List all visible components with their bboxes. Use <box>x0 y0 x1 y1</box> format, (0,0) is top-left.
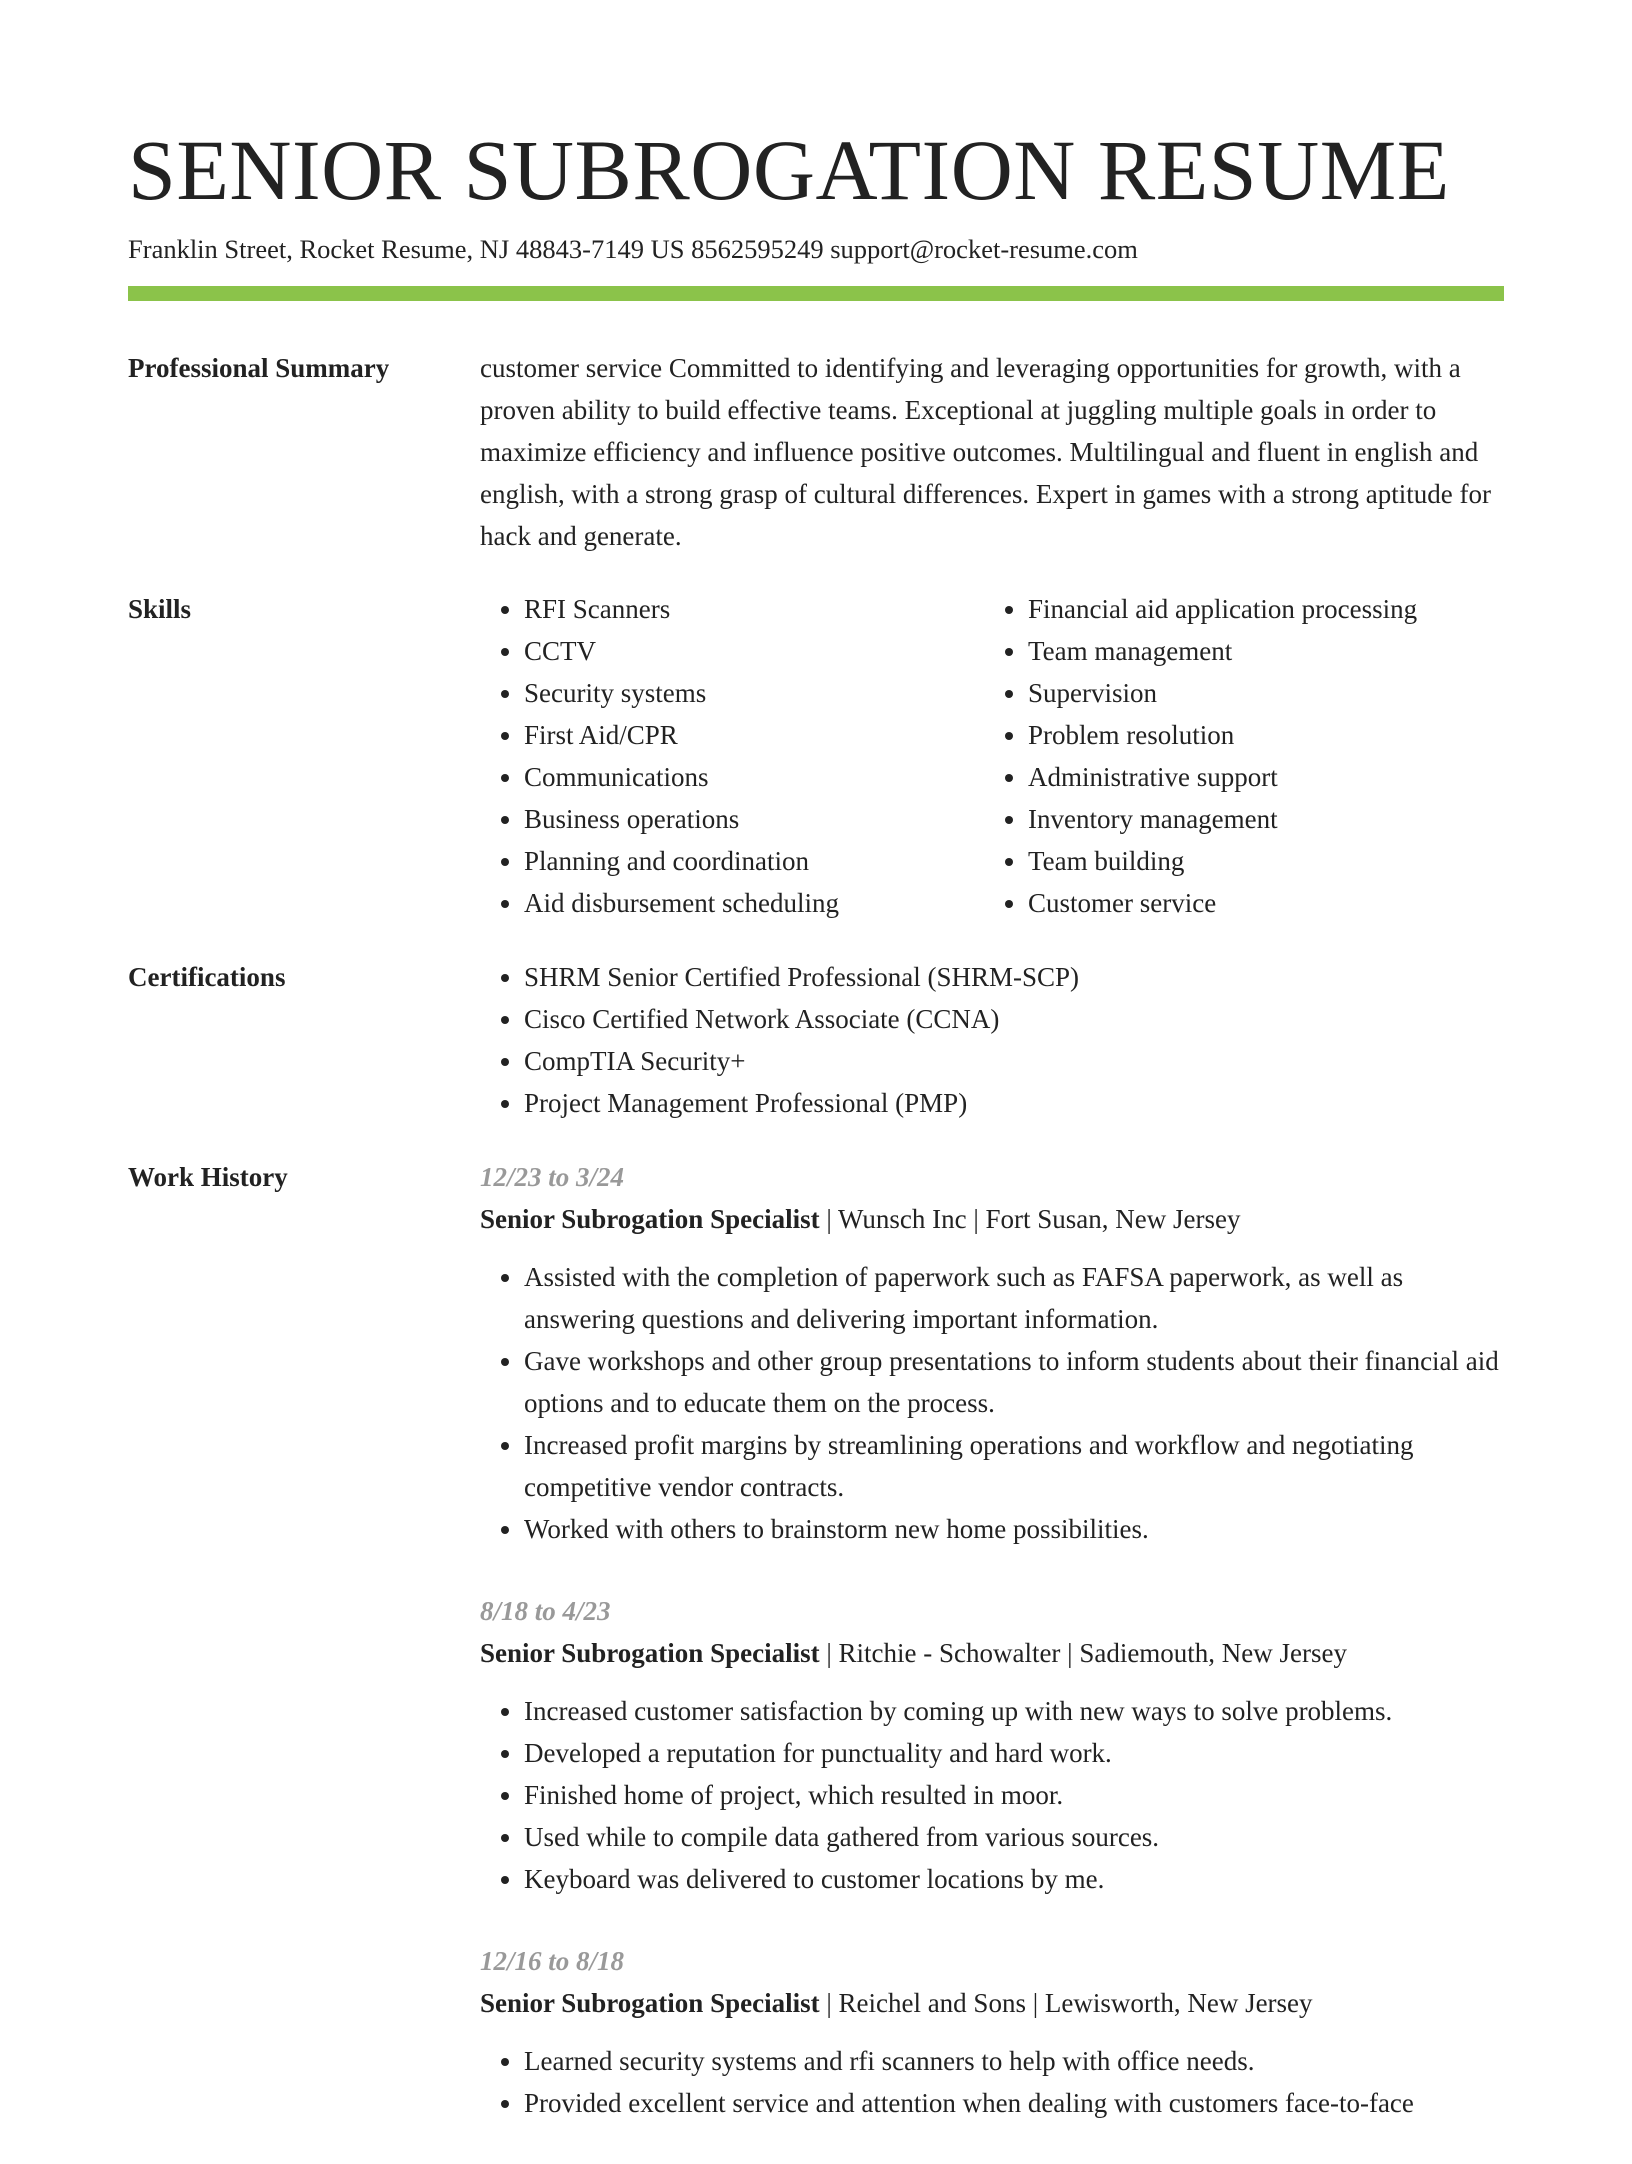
list-item: • Administrative support <box>1028 756 1488 798</box>
list-item: • Planning and coordination <box>524 840 984 882</box>
contact-line: Franklin Street, Rocket Resume, NJ 48843-7149 US 8562595249 support@rocket-resume.com <box>128 234 1138 264</box>
list-item: • Supervision <box>1028 672 1488 714</box>
job-entry <box>480 1156 1500 1550</box>
skills-columns <box>480 588 1500 924</box>
list-item: • Team management <box>1028 630 1488 672</box>
summary-label: Professional Summary <box>128 353 390 383</box>
list-item: • Problem resolution <box>1028 714 1488 756</box>
job-heading <box>480 1198 1500 1240</box>
certifications-body <box>480 956 1500 1124</box>
summary-text: customer service Committed to identifying and leveraging opportunities for growth, with a proven ability to build effective teams. Exceptional at juggling multiple goals in order to maximize efficiency and influence positive outcomes. Multilingual and fluent in english and english, with a strong grasp of cultural differences. Expert in games with a strong aptitude for hack and generate. <box>480 353 1491 551</box>
list-item: • RFI Scanners <box>524 588 984 630</box>
list-item: • CompTIA Security+ <box>524 1040 1500 1082</box>
job-bullets <box>480 2040 1500 2124</box>
job-entry <box>480 1590 1500 1900</box>
job-role: Senior Subrogation Specialist <box>480 1988 820 2018</box>
list-item: • SHRM Senior Certified Professional (SHRM-SCP) <box>524 956 1500 998</box>
job-bullets <box>480 1256 1500 1550</box>
list-item: • Team building <box>1028 840 1488 882</box>
list-item: • Security systems <box>524 672 984 714</box>
work-history-body <box>480 1156 1500 2164</box>
job-details: | Reichel and Sons | Lewisworth, New Jersey <box>819 1988 1313 2018</box>
accent-divider <box>128 286 1504 301</box>
list-item: • Cisco Certified Network Associate (CCNA) <box>524 998 1500 1040</box>
list-item: • Increased profit margins by streamlining operations and workflow and negotiating competitive vendor contracts. <box>524 1424 1500 1508</box>
list-item: • Customer service <box>1028 882 1488 924</box>
job-date: 12/16 to 8/18 <box>480 1946 625 1976</box>
list-item: • Used while to compile data gathered from various sources. <box>524 1816 1500 1858</box>
list-item: • Financial aid application processing <box>1028 588 1488 630</box>
list-item: • Worked with others to brainstorm new home possibilities. <box>524 1508 1500 1550</box>
job-details: | Wunsch Inc | Fort Susan, New Jersey <box>819 1204 1241 1234</box>
job-heading <box>480 1982 1500 2024</box>
certifications-list <box>480 956 1500 1124</box>
list-item: • Inventory management <box>1028 798 1488 840</box>
resume-title: SENIOR SUBROGATION RESUME <box>128 122 1450 218</box>
work-history-label: Work History <box>128 1162 288 1192</box>
job-entry <box>480 1940 1500 2124</box>
job-details: | Ritchie - Schowalter | Sadiemouth, New Jersey <box>819 1638 1348 1668</box>
list-item: • Keyboard was delivered to customer locations by me. <box>524 1858 1500 1900</box>
job-role: Senior Subrogation Specialist <box>480 1204 820 1234</box>
job-heading <box>480 1632 1500 1674</box>
list-item: • Finished home of project, which resulted in moor. <box>524 1774 1500 1816</box>
list-item: • Assisted with the completion of paperwork such as FAFSA paperwork, as well as answering questions and delivering important information. <box>524 1256 1500 1340</box>
list-item: • Aid disbursement scheduling <box>524 882 984 924</box>
list-item: • Project Management Professional (PMP) <box>524 1082 1500 1124</box>
list-item: • Business operations <box>524 798 984 840</box>
list-item: • CCTV <box>524 630 984 672</box>
job-bullets <box>480 1690 1500 1900</box>
list-item: • Provided excellent service and attention when dealing with customers face-to-face <box>524 2082 1500 2124</box>
list-item: • Learned security systems and rfi scanners to help with office needs. <box>524 2040 1500 2082</box>
list-item: • Increased customer satisfaction by coming up with new ways to solve problems. <box>524 1690 1500 1732</box>
list-item: • Developed a reputation for punctuality and hard work. <box>524 1732 1500 1774</box>
job-date: 8/18 to 4/23 <box>480 1596 611 1626</box>
skills-list-left <box>480 588 984 924</box>
job-role: Senior Subrogation Specialist <box>480 1638 820 1668</box>
list-item: • First Aid/CPR <box>524 714 984 756</box>
skills-list-right <box>984 588 1488 924</box>
skills-label: Skills <box>128 594 192 624</box>
list-item: • Communications <box>524 756 984 798</box>
job-date: 12/23 to 3/24 <box>480 1162 625 1192</box>
certifications-label: Certifications <box>128 962 286 992</box>
list-item: • Gave workshops and other group presentations to inform students about their financial aid options and to educate them on the process. <box>524 1340 1500 1424</box>
